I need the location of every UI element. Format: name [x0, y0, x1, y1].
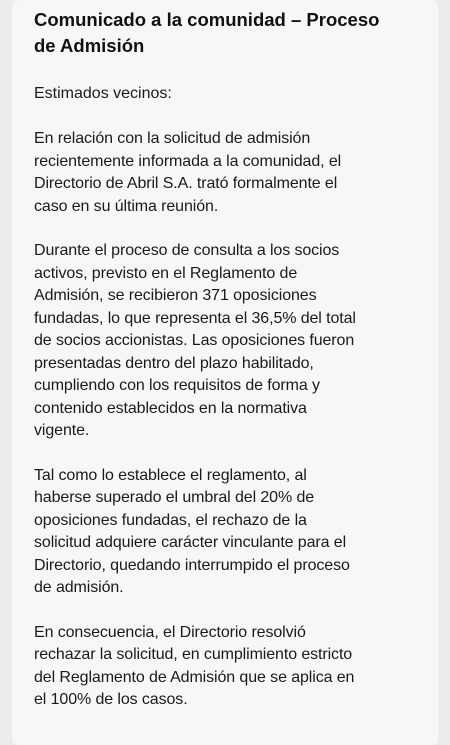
paragraph-line: de admisión. [34, 579, 124, 596]
paragraph-1 [34, 128, 414, 218]
paragraph-line: el 100% de los casos. [34, 691, 188, 708]
message-content [34, 7, 414, 734]
paragraph-line: Directorio de Abril S.A. trató formalmente el [34, 175, 338, 192]
paragraph-line: rechazar la solicitud, en cumplimiento estricto [34, 646, 353, 663]
paragraph-line: En consecuencia, el Directorio resolvió [34, 623, 306, 641]
paragraph-line: haberse superado el umbral del 20% de [34, 489, 315, 506]
paragraph-line: solicitud adquiere carácter vinculante para el [34, 534, 347, 551]
paragraph-line: activos, previsto en el Reglamento de [34, 264, 298, 282]
paragraph-line: fundadas, lo que representa el 36,5% del total [34, 309, 356, 327]
paragraph-line: recientemente informada a la comunidad, el [34, 152, 342, 170]
paragraph-line: cumpliendo con los requisitos de forma y [34, 377, 320, 394]
title-line: Comunicado a la comunidad – Proceso [34, 9, 380, 30]
paragraph-line: Admisión, se recibieron 371 oposiciones [34, 287, 317, 304]
paragraph-2 [34, 240, 414, 443]
paragraph-4 [34, 622, 414, 712]
greeting: Estimados vecinos: [34, 85, 172, 102]
paragraph-3 [34, 465, 414, 600]
paragraph-line: oposiciones fundadas, el rechazo de la [34, 511, 307, 529]
paragraph-line: Durante el proceso de consulta a los socios [34, 242, 340, 259]
paragraph-line: En relación con la solicitud de admisión [34, 130, 311, 147]
paragraph-line: contenido establecidos en la normativa [34, 399, 307, 417]
paragraph-line: caso en su última reunión. [34, 197, 219, 215]
title-line: de Admisión [34, 35, 145, 56]
paragraph-line: de socios accionistas. Las oposiciones fueron [34, 332, 355, 349]
paragraph-line: Tal como lo establece el reglamento, al [34, 466, 307, 484]
paragraph-line: del Reglamento de Admisión que se aplica en [34, 668, 355, 686]
paragraph-line: vigente. [34, 422, 90, 439]
message-title [34, 7, 414, 59]
paragraph-line: presentadas dentro del plazo habilitado, [34, 354, 314, 372]
paragraph-line: Directorio, quedando interrumpido el proceso [34, 556, 350, 574]
